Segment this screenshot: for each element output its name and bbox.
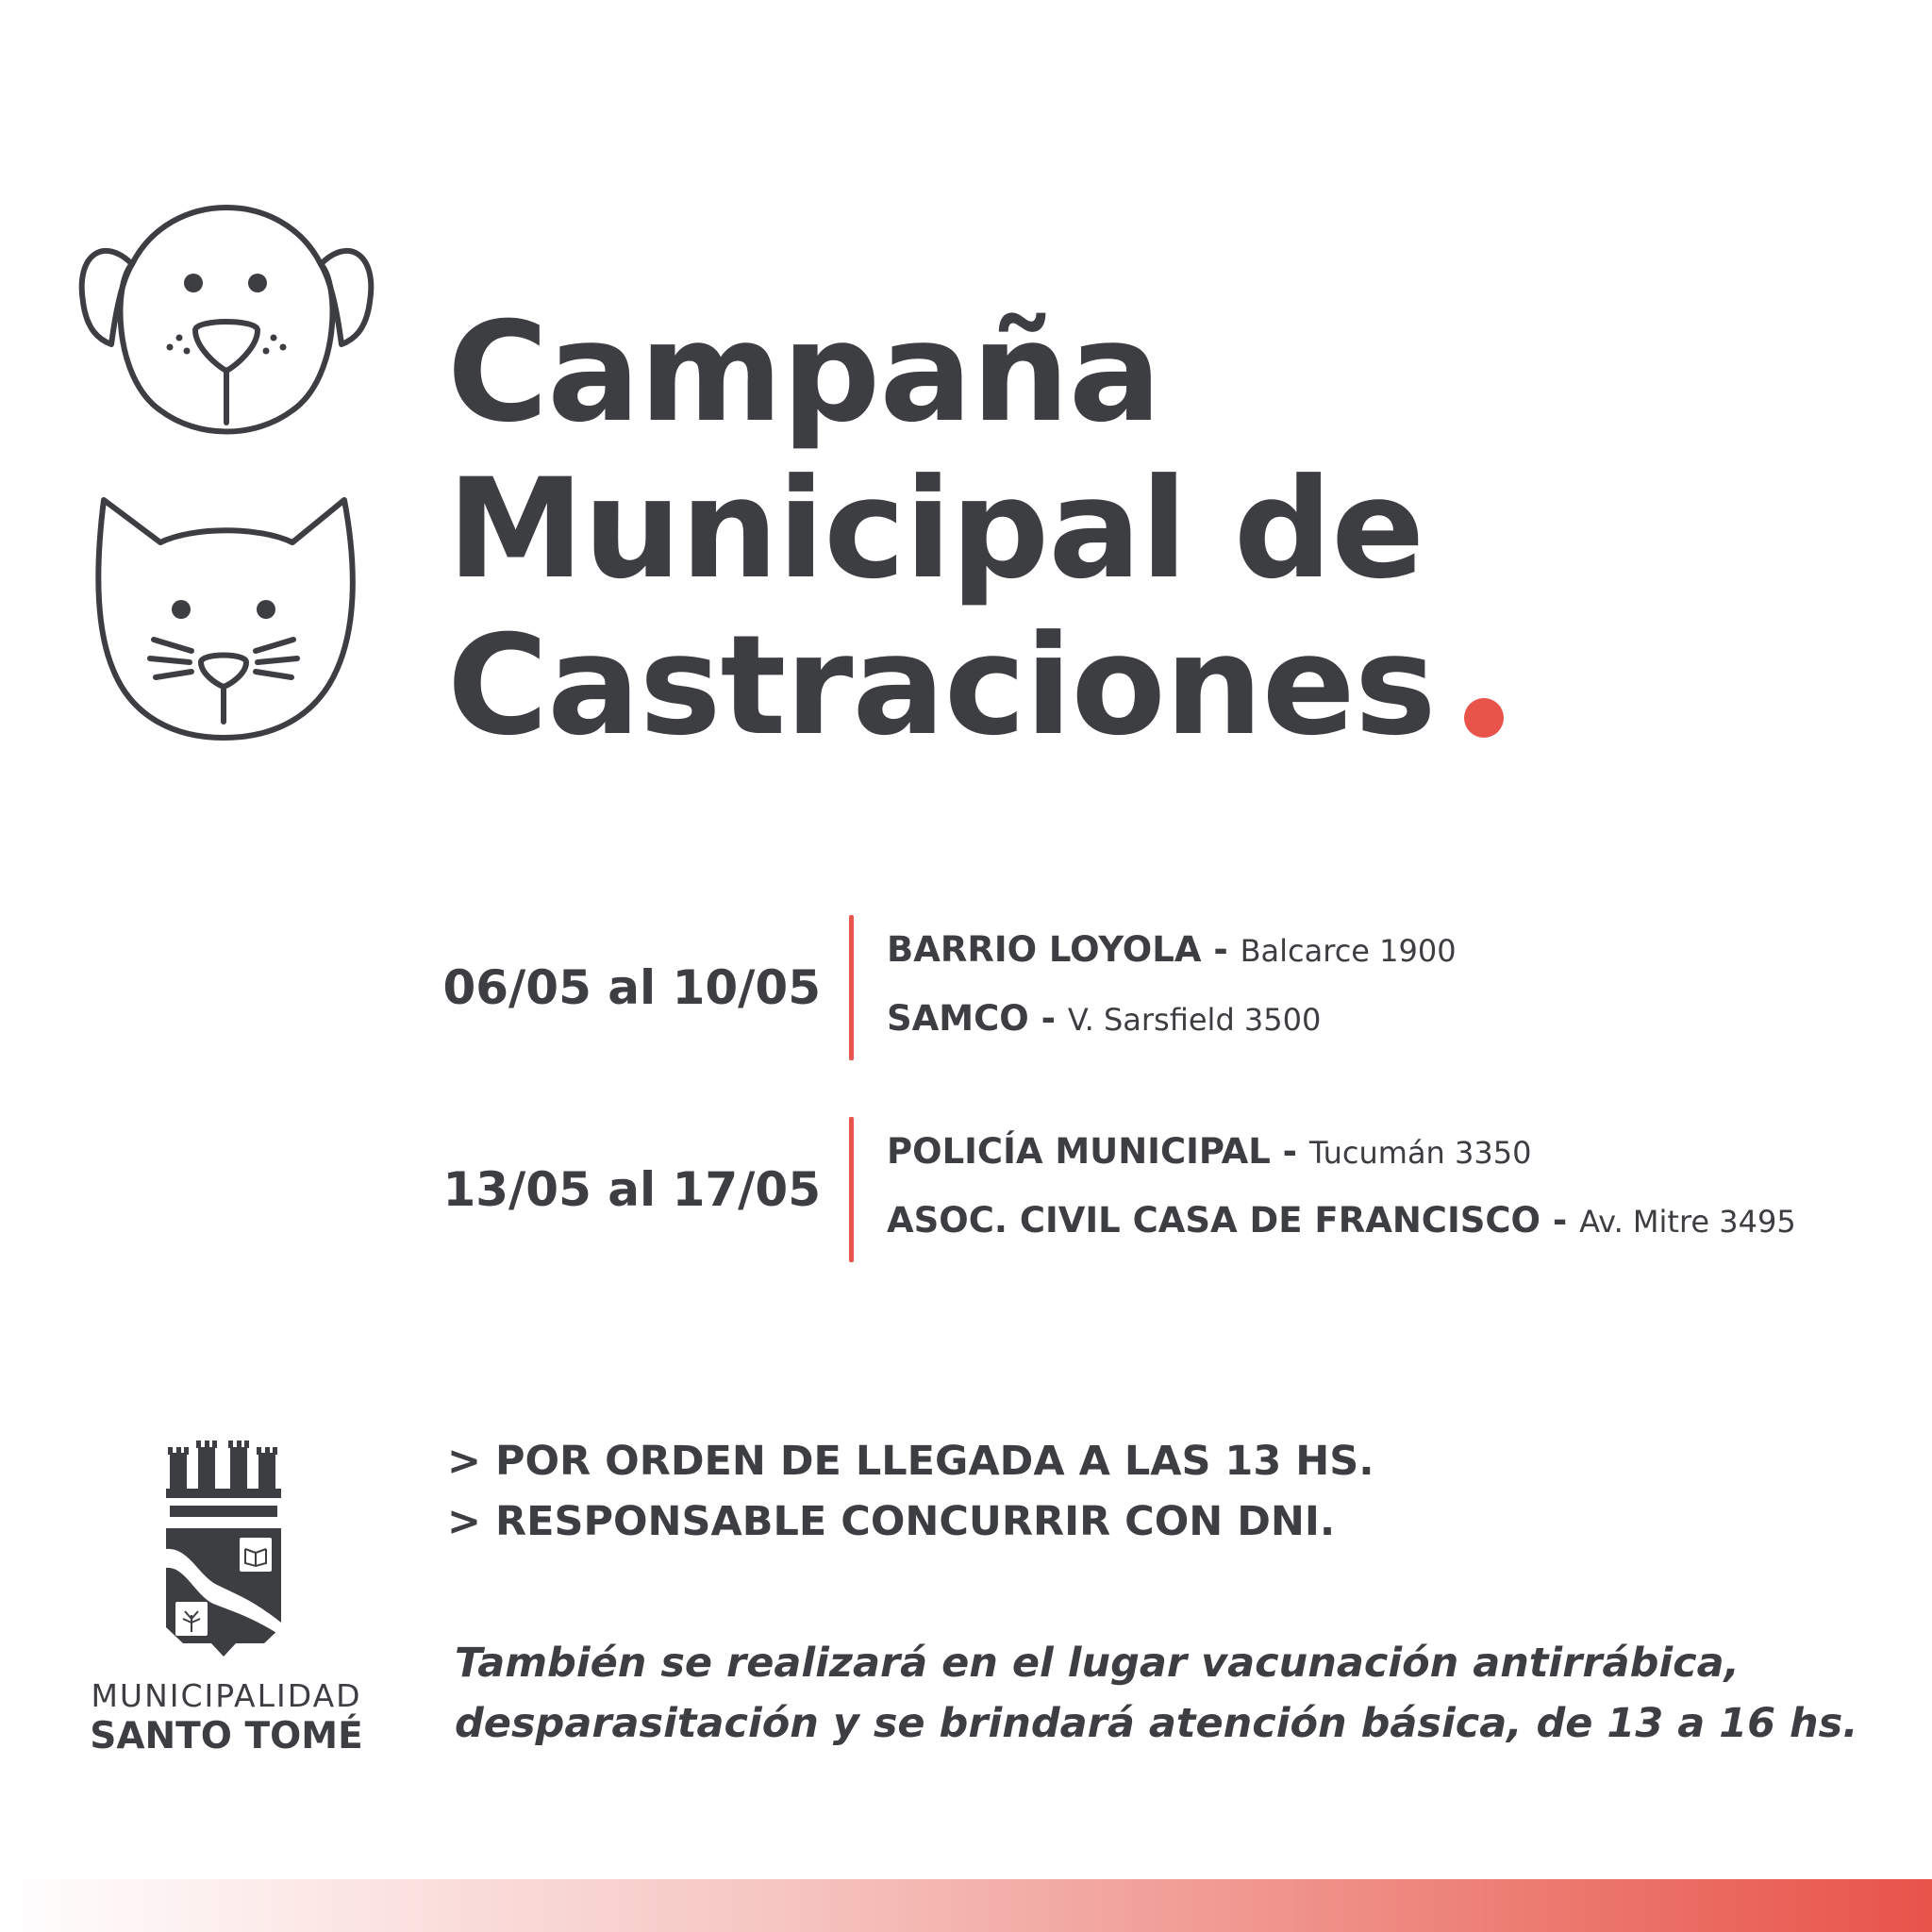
title-line-3: Castraciones: [447, 606, 1436, 766]
place-4: [887, 1200, 1796, 1241]
dog-face-icon: [75, 179, 377, 443]
place-name: BARRIO LOYOLA -: [887, 929, 1241, 970]
cat-face-icon: [90, 491, 363, 745]
place-name: POLICÍA MUNICIPAL -: [887, 1131, 1309, 1172]
date-range-2: 13/05 al 17/05: [442, 1162, 821, 1217]
place-name: SAMCO -: [887, 998, 1068, 1039]
place-2: [887, 998, 1321, 1039]
logo-line-2: SANTO TOMÉ: [90, 1715, 363, 1757]
note-2: > RESPONSABLE CONCURRIR CON DNI.: [447, 1498, 1336, 1545]
bottom-gradient-bar: [0, 1879, 1932, 1932]
place-address: Av. Mitre 3495: [1579, 1204, 1796, 1240]
extra-info-line-2: desparasitación y se brindará atención básica, de 13 a 16 hs.: [455, 1700, 1858, 1747]
title-line-2: Municipal de: [447, 449, 1424, 609]
place-1: [887, 929, 1457, 970]
note-1: > POR ORDEN DE LLEGADA A LAS 13 HS.: [447, 1438, 1374, 1485]
place-address: Balcarce 1900: [1240, 933, 1457, 969]
date-range-1: 06/05 al 10/05: [442, 960, 821, 1015]
logo-line-1: MUNICIPALIDAD: [91, 1677, 362, 1714]
place-address: Tucumán 3350: [1308, 1135, 1532, 1171]
place-name: ASOC. CIVIL CASA DE FRANCISCO -: [887, 1200, 1580, 1241]
place-address: V. Sarsfield 3500: [1067, 1002, 1322, 1038]
coat-of-arms-icon: [160, 1434, 292, 1660]
divider-bar-2: [849, 1117, 854, 1262]
extra-info-line-1: También se realizará en el lugar vacunación antirrábica,: [455, 1640, 1740, 1687]
place-3: [887, 1131, 1531, 1172]
divider-bar-1: [849, 915, 854, 1060]
title-line-1: Campaña: [447, 292, 1161, 453]
accent-dot: [1464, 698, 1504, 738]
